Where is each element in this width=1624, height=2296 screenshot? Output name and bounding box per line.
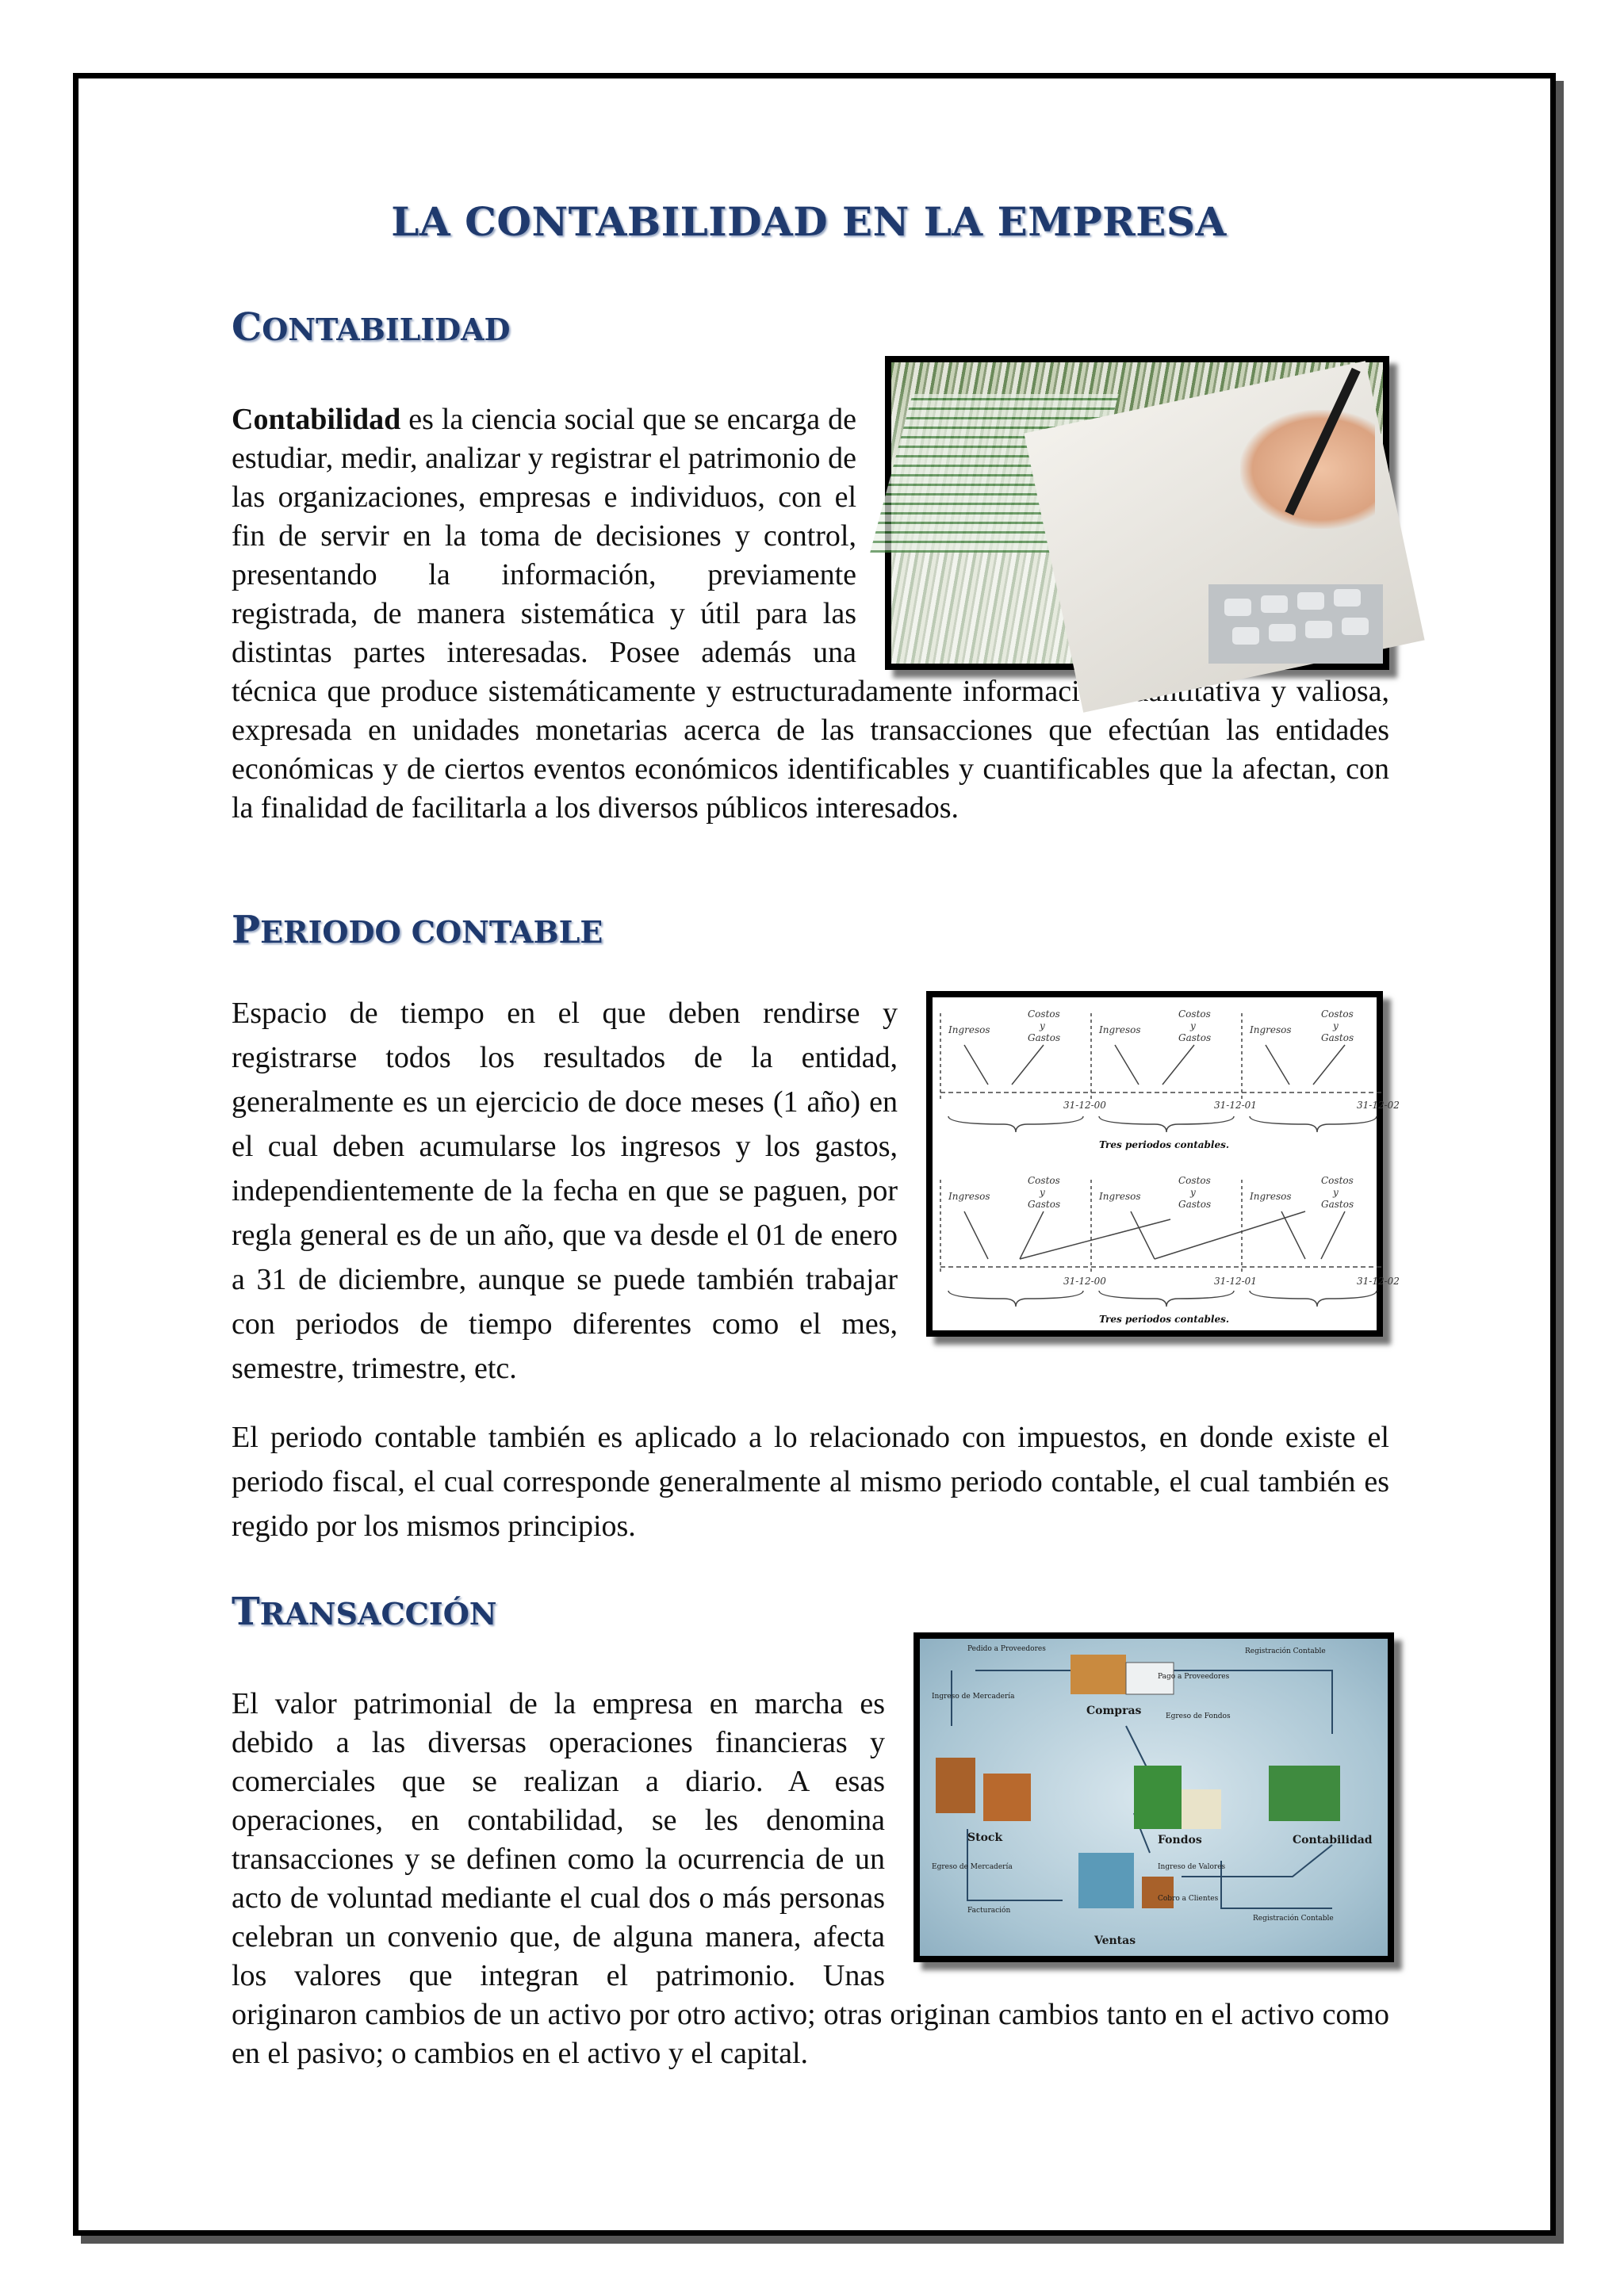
svg-text:Costos: Costos [1321, 1175, 1354, 1186]
svg-text:Gastos: Gastos [1178, 1199, 1212, 1210]
contabilidad-paragraph [232, 400, 1389, 828]
svg-text:y: y [1333, 1020, 1339, 1031]
contabilidad-term: Contabilidad [232, 403, 401, 436]
svg-text:Ingresos: Ingresos [1099, 1191, 1141, 1202]
svg-text:31-12-02: 31-12-02 [1357, 1100, 1400, 1111]
svg-text:31-12-02: 31-12-02 [1357, 1276, 1400, 1287]
svg-text:y: y [1190, 1187, 1196, 1198]
svg-text:Costos: Costos [1178, 1175, 1211, 1186]
node-fondos: Fondos [1158, 1834, 1202, 1846]
svg-text:y: y [1040, 1187, 1045, 1198]
heading-periodo-contable: PERIODO CONTABLE [232, 908, 603, 952]
page-title: LA CONTABILIDAD EN LA EMPRESA [391, 198, 1227, 245]
svg-text:Ingresos: Ingresos [948, 1191, 990, 1202]
accounting-photo [885, 356, 1389, 670]
svg-text:Pedido a Proveedores: Pedido a Proveedores [967, 1645, 1046, 1653]
node-ventas: Ventas [1094, 1934, 1136, 1947]
svg-text:y: y [1040, 1020, 1045, 1031]
svg-text:Costos: Costos [1178, 1008, 1211, 1020]
contabilidad-text: es la ciencia social que se encarga de estudiar, medir, analizar y registrar el patrimonio de las organizaciones, empresas e individuos, con el fin de servir en la toma de decisiones y control, presentando la información, previamente registrada, de manera sistemática y útil para las distintas partes interesadas. Posee además una técnica que produce sistemáticamente y estructuradamente información cuantitativa y valiosa, expresada en unidades monetarias acerca de las transacciones que efectúan las entidades económicas y de ciertos eventos económicos identificables y cuantificables que la afectan, con la finalidad de facilitarla a los diversos públicos interesados. [232, 403, 1389, 825]
periodo-text: Espacio de tiempo en el que deben rendirse y registrarse todos los resultados de la entidad, generalmente es un ejercicio de doce meses (1 año) en el cual deben acumularse los ingresos y los gastos, independientemente de la fecha en que se paguen, por regla general es de un año, que va desde el 01 de enero a 31 de diciembre, aunque se puede también trabajar con periodos de tiempo diferentes como el mes, semestre, trimestre, etc. [232, 997, 898, 1385]
svg-text:Ingresos: Ingresos [1250, 1191, 1292, 1202]
period-diagram [926, 991, 1400, 1337]
svg-text:31-12-00: 31-12-00 [1063, 1276, 1106, 1287]
heading-transaccion: TRANSACCIÓN [232, 1590, 497, 1634]
svg-text:Ingresos: Ingresos [1099, 1024, 1141, 1035]
diagram-ingresos-1: Ingresos [948, 1024, 990, 1035]
periodo-fiscal-paragraph: El periodo contable también es aplicado a lo relacionado con impuestos, en donde existe el periodo fiscal, el cual corresponde generalmente al mismo periodo contable, el cual también es regido por los mismos principios. [232, 1421, 1389, 1543]
svg-text:31-12-01: 31-12-01 [1214, 1276, 1257, 1287]
diagram-caption-bottom: Tres periodos contables. [1099, 1314, 1230, 1325]
svg-text:Gastos: Gastos [1178, 1032, 1212, 1043]
svg-text:y: y [1190, 1020, 1196, 1031]
svg-text:Gastos: Gastos [1321, 1199, 1354, 1210]
svg-text:Gastos: Gastos [1028, 1199, 1061, 1210]
periodo-paragraph [232, 991, 1400, 1391]
svg-text:Costos: Costos [1321, 1008, 1354, 1020]
diagram-caption-top: Tres periodos contables. [1099, 1139, 1230, 1150]
svg-text:Egreso de Mercadería: Egreso de Mercadería [932, 1863, 1013, 1871]
svg-text:31-12-01: 31-12-01 [1214, 1100, 1257, 1111]
svg-text:Pago a Proveedores: Pago a Proveedores [1158, 1673, 1230, 1681]
node-contabilidad: Contabilidad [1293, 1834, 1373, 1846]
svg-text:Ingreso de Mercadería: Ingreso de Mercadería [932, 1693, 1015, 1701]
node-compras: Compras [1086, 1705, 1142, 1717]
svg-text:Gastos: Gastos [1028, 1032, 1061, 1043]
svg-text:Facturación: Facturación [967, 1907, 1011, 1915]
svg-text:Costos: Costos [1028, 1175, 1060, 1186]
svg-text:Registración Contable: Registración Contable [1253, 1915, 1334, 1923]
svg-text:Registración Contable: Registración Contable [1245, 1647, 1326, 1655]
svg-text:Costos: Costos [1028, 1008, 1060, 1020]
node-stock: Stock [967, 1831, 1003, 1844]
heading-contabilidad: CONTABILIDAD [232, 305, 511, 350]
transaccion-text: El valor patrimonial de la empresa en marcha es debido a las diversas operaciones financieras y comerciales que se realizan a diario. A esas operaciones, en contabilidad, se les denomina transacciones y se definen como la ocurrencia de un acto de voluntad mediante el cual dos o más personas celebran un convenio que, de alguna manera, afecta los valores que integran el patrimonio. Unas originaron cambios de un activo por otro activo; otras originan cambios tanto en el activo como en el pasivo; o cambios en el activo y el capital. [232, 1687, 1389, 2070]
transaction-cycle-diagram [914, 1632, 1394, 1962]
svg-text:Cobro a Clientes: Cobro a Clientes [1158, 1895, 1219, 1903]
svg-text:31-12-00: 31-12-00 [1063, 1100, 1106, 1111]
svg-text:Gastos: Gastos [1321, 1032, 1354, 1043]
svg-text:Ingresos: Ingresos [1250, 1024, 1292, 1035]
transaccion-paragraph [232, 1645, 1389, 2073]
svg-text:Ingreso de Valores: Ingreso de Valores [1158, 1863, 1226, 1871]
svg-text:y: y [1333, 1187, 1339, 1198]
svg-text:Egreso de Fondos: Egreso de Fondos [1166, 1712, 1231, 1720]
